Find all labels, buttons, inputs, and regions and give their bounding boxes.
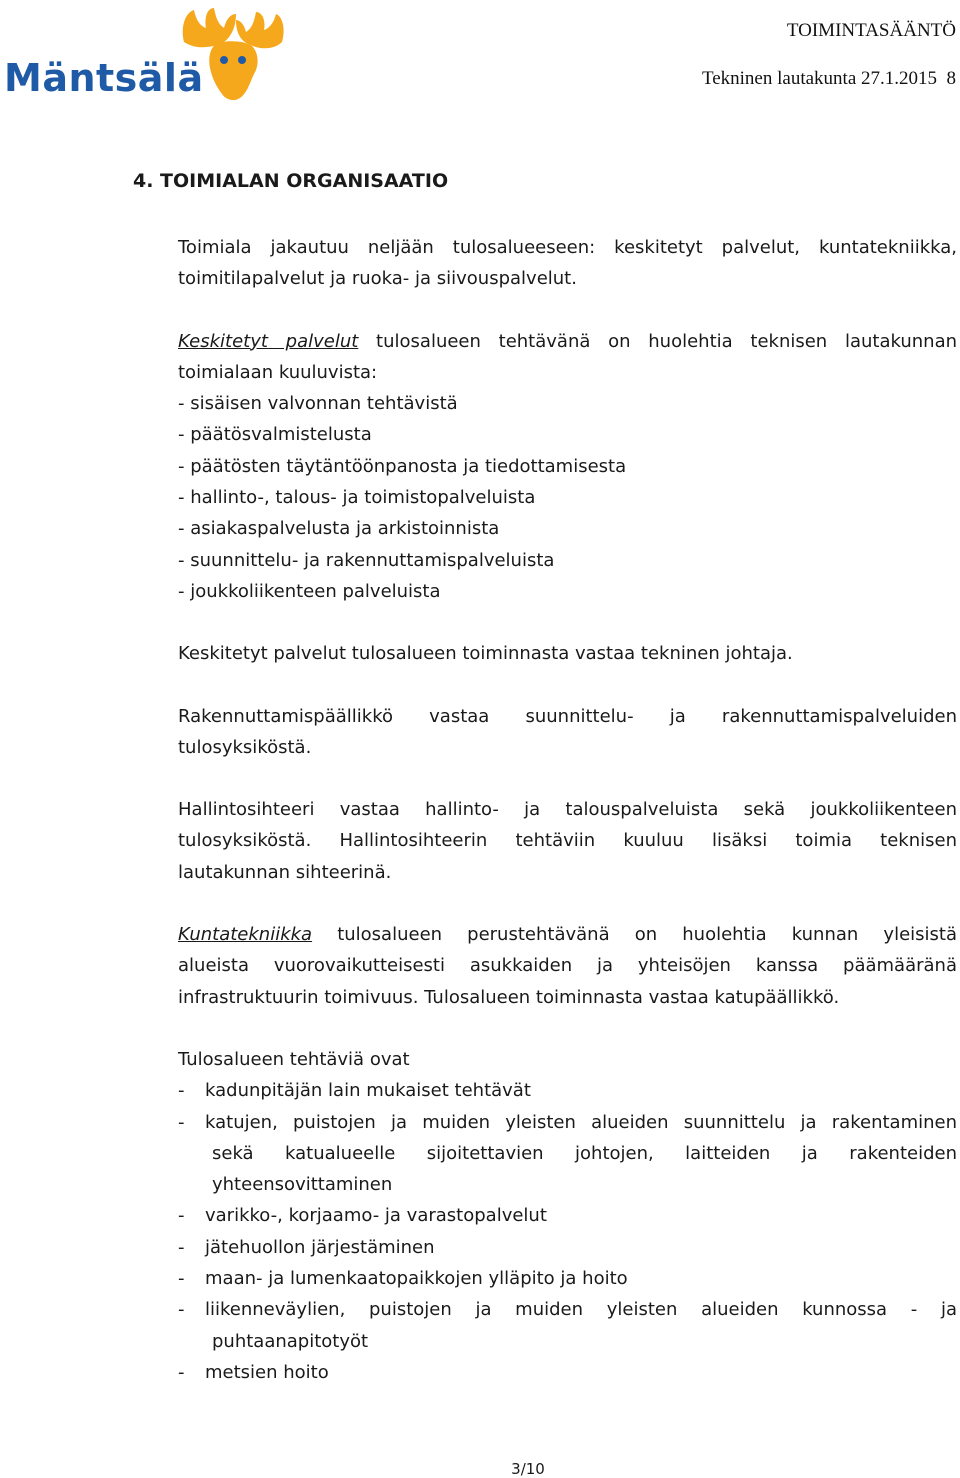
kuntatekniikka-term: Kuntatekniikka [178, 924, 313, 946]
list-item: - varikko-, korjaamo- ja varastopalvelut [178, 1205, 547, 1227]
keskitetyt-item: - sisäisen valvonnan tehtävistä [178, 393, 458, 415]
kuntatekniikka-rest: tulosalueen perustehtävänä on huolehtia kunnan yleisistä [312, 924, 957, 946]
mantsala-logo [0, 4, 290, 104]
list-item: - liikenneväylien, puistojen ja muiden yleisten alueiden kunnossa - ja puhtaanapitotyöt [178, 1299, 957, 1352]
kuntatekniikka-line-1 [178, 919, 957, 950]
keskitetyt-item: - päätösten täytäntöönpanosta ja tiedottamisesta [178, 455, 627, 477]
hallinto-line-2: tulosyksiköstä. Hallintosihteerin tehtäviin kuuluu lisäksi toimia teknisen [178, 830, 957, 852]
document-body [178, 232, 957, 1388]
keskitetyt-line-1 [178, 326, 957, 357]
rakennuttamis-line-2: tulosyksiköstä. [178, 736, 312, 758]
hallinto-paragraph [178, 794, 957, 888]
intro-line-1: Toimiala jakautuu neljään tulosalueeseen: keskitetyt palvelut, kuntatekniikka, [178, 237, 957, 258]
keskitetyt-item: - joukkoliikenteen palveluista [178, 580, 441, 602]
intro-paragraph [178, 232, 957, 295]
section-heading: 4. TOIMIALAN ORGANISAATIO [133, 170, 449, 192]
list-item: - metsien hoito [178, 1361, 329, 1383]
keskitetyt-line-2: toimialaan kuuluvista: [178, 361, 378, 383]
kuntatekniikka-paragraph [178, 919, 957, 1013]
tasks-list [178, 1075, 957, 1388]
page-number: 3/10 [511, 1460, 545, 1478]
kuntatekniikka-line-2: alueista vuorovaikutteisesti asukkaiden ja yhteisöjen kanssa päämääränä [178, 955, 957, 977]
keskitetyt-term: Keskitetyt palvelut [178, 330, 359, 352]
hallinto-line-3: lautakunnan sihteerinä. [178, 861, 392, 883]
keskitetyt-item: - asiakaspalvelusta ja arkistoinnista [178, 518, 500, 540]
section-number: 8 [946, 68, 956, 89]
keskitetyt-paragraph [178, 326, 957, 608]
keskitetyt-rest: tulosalueen tehtävänä on huolehtia teknisen lautakunnan [358, 330, 958, 352]
intro-line-2: toimitilapalvelut ja ruoka- ja siivouspalvelut. [178, 268, 577, 290]
list-item: - maan- ja lumenkaatopaikkojen ylläpito ja hoito [178, 1268, 628, 1290]
logo-wordmark: Mäntsälä [4, 56, 204, 100]
meeting-name: Tekninen lautakunta 27.1.2015 [701, 68, 937, 89]
moose-icon [178, 4, 288, 104]
hallinto-line-1: Hallintosihteeri vastaa hallinto- ja talouspalveluista sekä joukkoliikenteen [178, 799, 957, 821]
keskitetyt-item: - suunnittelu- ja rakennuttamispalveluista [178, 549, 555, 571]
list-item: - kadunpitäjän lain mukaiset tehtävät [178, 1080, 531, 1102]
rakennuttamis-paragraph [178, 701, 957, 764]
tasks-heading: Tulosalueen tehtäviä ovat [178, 1048, 410, 1070]
kuntatekniikka-line-3: infrastruktuurin toimivuus. Tulosalueen toiminnasta vastaa katupäällikkö. [178, 986, 840, 1008]
johtaja-paragraph: Keskitetyt palvelut tulosalueen toiminnasta vastaa tekninen johtaja. [178, 643, 793, 665]
list-item: - katujen, puistojen ja muiden yleisten alueiden suunnittelu ja rakentaminen sekä katualueelle sijoitettavien johtojen, laitteiden ja rakenteiden yhteensovittaminen [178, 1111, 957, 1196]
meeting-info [702, 68, 956, 90]
document-type: TOIMINTASÄÄNTÖ [786, 20, 956, 41]
keskitetyt-item: - päätösvalmistelusta [178, 424, 372, 446]
list-item: - jätehuollon järjestäminen [178, 1236, 435, 1258]
keskitetyt-item: - hallinto-, talous- ja toimistopalveluista [178, 487, 536, 509]
rakennuttamis-line-1: Rakennuttamispäällikkö vastaa suunnittelu- ja rakennuttamispalveluiden [178, 705, 957, 727]
